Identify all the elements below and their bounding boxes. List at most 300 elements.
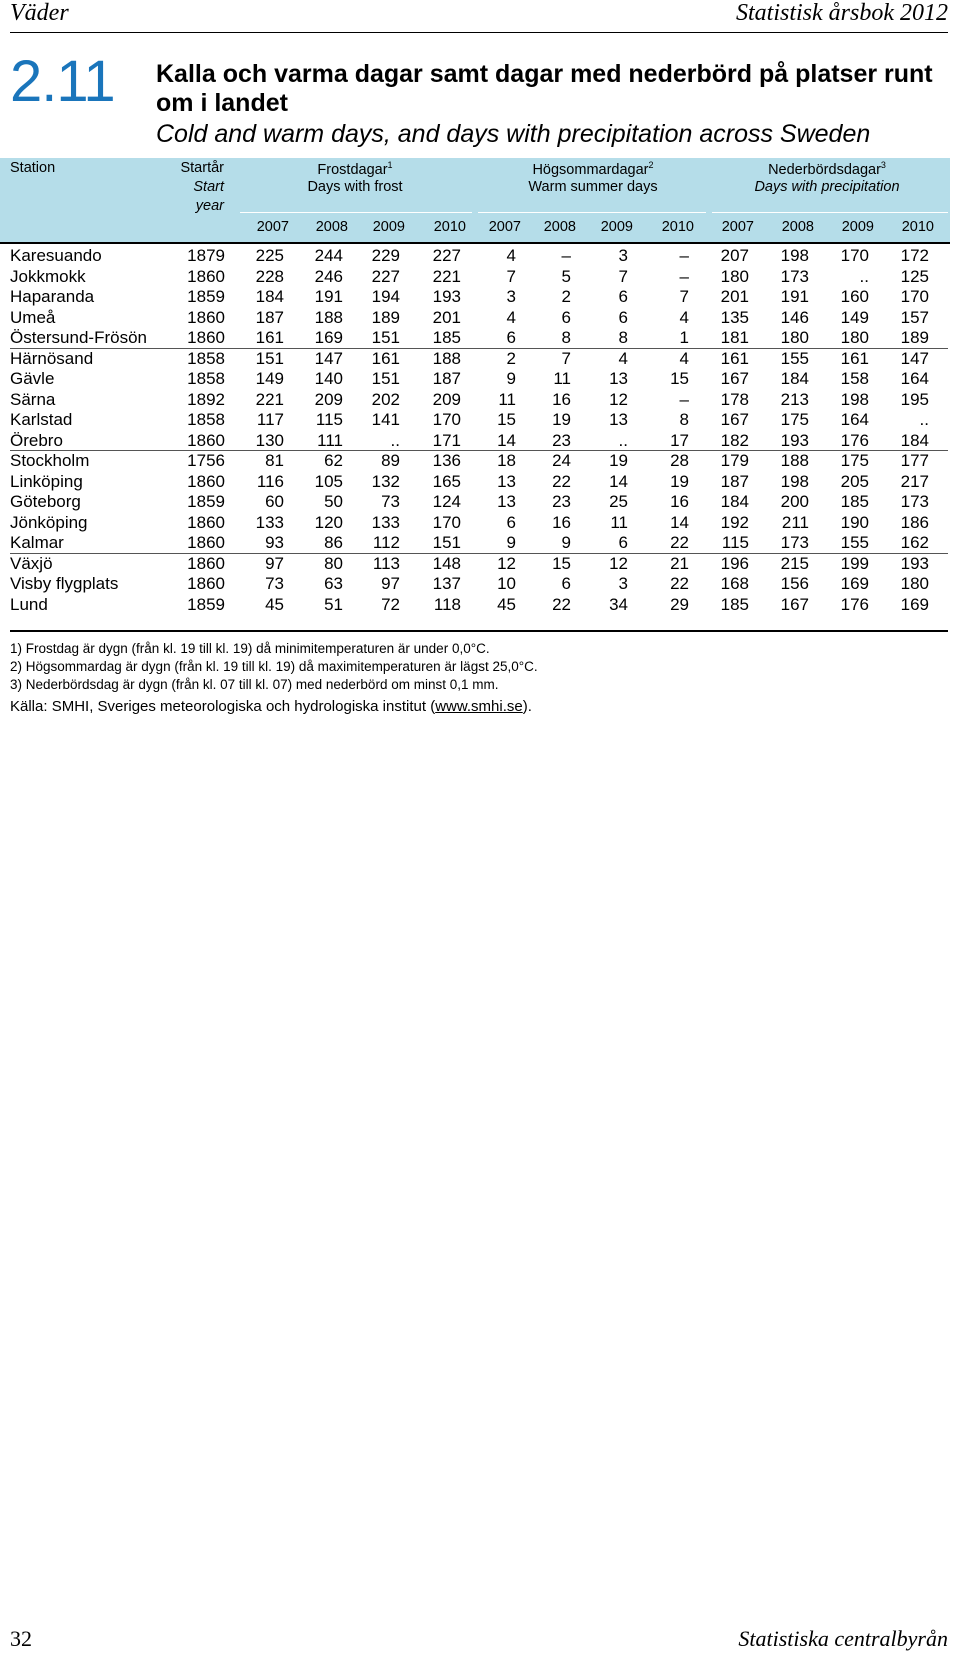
value-cell: 182 [720, 430, 749, 450]
value-cell: 184 [720, 492, 749, 511]
summer-header-en: Warm summer days [528, 179, 658, 195]
value-cell: 170 [840, 246, 869, 265]
table-title [156, 60, 946, 149]
value-cell: 215 [780, 553, 809, 573]
value-cell: 244 [314, 246, 343, 265]
frost-header [240, 160, 470, 178]
table-number: 2.11 [10, 49, 115, 114]
start-year-header-en-1: Start [193, 179, 224, 195]
station-header: Station [10, 160, 56, 176]
value-cell: 146 [780, 307, 809, 327]
value-cell: 167 [720, 410, 749, 429]
value-cell: 11 [498, 389, 516, 409]
value-cell: 14 [497, 430, 516, 450]
value-cell: 196 [720, 553, 749, 573]
value-cell: 198 [840, 389, 869, 409]
value-cell: 111 [317, 430, 343, 450]
station-name: Särna [10, 389, 56, 409]
value-cell: 133 [371, 512, 400, 532]
value-cell: 21 [670, 553, 689, 573]
value-cell: 162 [900, 533, 929, 552]
value-cell: 149 [255, 369, 284, 388]
value-cell: 184 [255, 287, 284, 306]
summer-year-header: 2007 [488, 219, 521, 235]
value-cell: 124 [432, 492, 461, 511]
value-cell: 158 [840, 369, 869, 388]
value-cell: 173 [780, 533, 809, 552]
value-cell: 3 [506, 287, 516, 306]
station-name: Lund [10, 594, 48, 614]
value-cell: 19 [609, 451, 628, 470]
value-cell: 97 [265, 553, 284, 573]
value-cell: 6 [618, 533, 628, 552]
value-cell: 14 [670, 512, 689, 532]
value-cell: 62 [324, 451, 343, 470]
value-cell: 165 [432, 471, 461, 491]
station-name: Umeå [10, 307, 56, 327]
value-cell: 205 [840, 471, 869, 491]
station-name: Jönköping [10, 512, 88, 532]
source-note [10, 698, 538, 716]
start-year-cell: 1756 [187, 451, 225, 470]
value-cell: 157 [900, 307, 929, 327]
value-cell: 135 [720, 307, 749, 327]
title-english: Cold and warm days, and days with precipitation across Sweden [156, 120, 871, 148]
value-cell: 3 [618, 246, 628, 265]
value-cell: – [679, 246, 689, 265]
value-cell: .. [859, 266, 869, 286]
value-cell: 7 [561, 348, 571, 368]
value-cell: 7 [506, 266, 516, 286]
start-year-header-sv: Startår [180, 160, 224, 176]
start-year-header-en-2: year [195, 198, 224, 214]
value-cell: 5 [561, 266, 571, 286]
summer-group-rule [478, 212, 706, 213]
value-cell: 19 [552, 410, 571, 429]
value-cell: 13 [497, 492, 516, 511]
value-cell: 115 [315, 410, 343, 429]
value-cell: 4 [506, 246, 516, 265]
summer-year-header: 2008 [543, 219, 576, 235]
value-cell: 7 [679, 287, 689, 306]
value-cell: 45 [497, 594, 516, 614]
value-cell: 169 [900, 594, 929, 614]
frost-year-header: 2008 [315, 219, 348, 235]
value-cell: 209 [432, 389, 461, 409]
value-cell: 200 [780, 492, 809, 511]
value-cell: 63 [324, 574, 343, 593]
value-cell: 179 [720, 451, 749, 470]
publication-name: Statistisk årsbok 2012 [735, 0, 948, 26]
value-cell: 18 [497, 451, 516, 470]
value-cell: 188 [780, 451, 809, 470]
value-cell: – [679, 389, 689, 409]
value-cell: 156 [780, 574, 809, 593]
value-cell: 73 [381, 492, 400, 511]
value-cell: 186 [900, 512, 929, 532]
value-cell: 13 [609, 369, 628, 388]
value-cell: 188 [432, 348, 461, 368]
value-cell: 149 [840, 307, 869, 327]
value-cell: 28 [670, 451, 689, 470]
value-cell: 6 [561, 307, 571, 327]
precip-header [712, 160, 942, 178]
value-cell: 151 [371, 369, 400, 388]
source-suffix: ). [522, 698, 532, 715]
value-cell: 80 [324, 553, 343, 573]
value-cell: .. [618, 430, 628, 450]
value-cell: 170 [432, 512, 461, 532]
value-cell: 193 [900, 553, 929, 573]
value-cell: 180 [720, 266, 749, 286]
start-year-cell: 1859 [187, 594, 225, 614]
source-prefix: Källa: SMHI, Sveriges meteorologiska och hydrologiska institut ( [10, 698, 436, 715]
running-header [10, 0, 948, 33]
value-cell: 213 [780, 389, 809, 409]
table-bottom-rule [10, 630, 948, 632]
value-cell: 113 [372, 553, 400, 573]
station-name: Linköping [10, 471, 83, 491]
value-cell: 6 [618, 307, 628, 327]
value-cell: 209 [314, 389, 343, 409]
value-cell: 167 [780, 594, 809, 614]
value-cell: 23 [552, 492, 571, 511]
value-cell: 130 [255, 430, 284, 450]
value-cell: 45 [265, 594, 284, 614]
value-cell: 6 [506, 328, 516, 347]
value-cell: 185 [720, 594, 749, 614]
precip-year-header: 2007 [721, 219, 754, 235]
precip-year-header: 2009 [841, 219, 874, 235]
start-year-cell: 1860 [187, 328, 225, 347]
value-cell: 148 [432, 553, 461, 573]
summer-year-header: 2010 [661, 219, 694, 235]
value-cell: 22 [552, 594, 571, 614]
value-cell: 133 [255, 512, 284, 532]
value-cell: 170 [432, 410, 461, 429]
station-name: Karlstad [10, 410, 73, 429]
value-cell: 211 [781, 512, 809, 532]
start-year-cell: 1858 [187, 369, 225, 388]
value-cell: 72 [381, 594, 400, 614]
value-cell: 178 [720, 389, 749, 409]
value-cell: 228 [255, 266, 284, 286]
value-cell: 227 [432, 246, 461, 265]
value-cell: 25 [609, 492, 628, 511]
value-cell: 192 [720, 512, 749, 532]
value-cell: 177 [900, 451, 929, 470]
group-separator [10, 348, 948, 349]
value-cell: 17 [670, 430, 689, 450]
value-cell: – [561, 246, 571, 265]
value-cell: 97 [381, 574, 400, 593]
footnote-3: 3) Nederbördsdag är dygn (från kl. 07 till kl. 07) med nederbörd om minst 0,1 mm. [10, 677, 499, 692]
summer-year-header: 2009 [600, 219, 633, 235]
value-cell: 201 [432, 307, 461, 327]
value-cell: 137 [432, 574, 461, 593]
start-year-cell: 1860 [187, 430, 225, 450]
value-cell: 13 [609, 410, 628, 429]
value-cell: 8 [618, 328, 628, 347]
value-cell: 115 [721, 533, 749, 552]
value-cell: 155 [780, 348, 809, 368]
value-cell: 184 [780, 369, 809, 388]
value-cell: 225 [255, 246, 284, 265]
title-swedish: Kalla och varma dagar samt dagar med nederbörd på platser runt om i landet [156, 60, 933, 117]
value-cell: 199 [840, 553, 869, 573]
value-cell: 6 [618, 287, 628, 306]
value-cell: 151 [432, 533, 461, 552]
value-cell: 189 [371, 307, 400, 327]
value-cell: 194 [371, 287, 400, 306]
value-cell: 164 [900, 369, 929, 388]
value-cell: 180 [780, 328, 809, 347]
start-year-cell: 1860 [187, 471, 225, 491]
value-cell: 161 [255, 328, 284, 347]
value-cell: 221 [255, 389, 284, 409]
footnote-1: 1) Frostdag är dygn (från kl. 19 till kl. 19) då minimitemperaturen är under 0,0°C. [10, 641, 490, 656]
value-cell: 193 [780, 430, 809, 450]
value-cell: 15 [670, 369, 689, 388]
value-cell: 6 [506, 512, 516, 532]
value-cell: 118 [433, 594, 461, 614]
value-cell: 16 [552, 512, 571, 532]
value-cell: 141 [371, 410, 400, 429]
value-cell: 161 [840, 348, 869, 368]
value-cell: 227 [371, 266, 400, 286]
value-cell: 13 [497, 471, 516, 491]
value-cell: 198 [780, 246, 809, 265]
section-name: Väder [10, 0, 69, 26]
value-cell: 191 [314, 287, 343, 306]
value-cell: 184 [900, 430, 929, 450]
precip-year-header: 2008 [781, 219, 814, 235]
station-name: Härnösand [10, 348, 94, 368]
precip-note-ref: 3 [880, 160, 886, 170]
value-cell: 4 [679, 307, 689, 327]
station-name: Östersund-Frösön [10, 328, 147, 347]
value-cell: 16 [552, 389, 571, 409]
value-cell: 8 [561, 328, 571, 347]
value-cell: 16 [670, 492, 689, 511]
value-cell: 170 [900, 287, 929, 306]
value-cell: 9 [506, 533, 516, 552]
value-cell: 7 [618, 266, 628, 286]
value-cell: 117 [256, 410, 284, 429]
value-cell: 22 [670, 574, 689, 593]
value-cell: 217 [900, 471, 929, 491]
value-cell: 164 [840, 410, 869, 429]
start-year-cell: 1879 [187, 246, 225, 265]
value-cell: 207 [720, 246, 749, 265]
frost-year-header: 2010 [433, 219, 466, 235]
value-cell: 176 [840, 430, 869, 450]
source-link[interactable]: www.smhi.se [435, 698, 523, 715]
value-cell: 189 [900, 328, 929, 347]
group-separator [10, 553, 948, 554]
station-name: Örebro [10, 430, 63, 450]
value-cell: 12 [609, 553, 628, 573]
value-cell: 2 [506, 348, 516, 368]
value-cell: 201 [720, 287, 749, 306]
value-cell: 8 [679, 410, 689, 429]
value-cell: 19 [670, 471, 689, 491]
precip-group-rule [712, 212, 948, 213]
summer-note-ref: 2 [648, 160, 654, 170]
value-cell: 3 [618, 574, 628, 593]
value-cell: 22 [670, 533, 689, 552]
value-cell: 6 [561, 574, 571, 593]
frost-header-sv: Frostdagar [317, 161, 388, 178]
station-name: Haparanda [10, 287, 95, 306]
start-year-cell: 1892 [187, 389, 225, 409]
value-cell: 11 [610, 512, 628, 532]
value-cell: 168 [720, 574, 749, 593]
value-cell: 167 [720, 369, 749, 388]
precip-header-en: Days with precipitation [754, 179, 900, 195]
value-cell: 160 [840, 287, 869, 306]
frost-year-header: 2007 [256, 219, 289, 235]
value-cell: 81 [265, 451, 284, 470]
start-year-cell: 1858 [187, 410, 225, 429]
value-cell: 180 [840, 328, 869, 347]
value-cell: 93 [265, 533, 284, 552]
start-year-cell: 1860 [187, 533, 225, 552]
start-year-cell: 1859 [187, 287, 225, 306]
value-cell: 151 [371, 328, 400, 347]
precip-header-sv: Nederbördsdagar [768, 161, 881, 178]
value-cell: 181 [720, 328, 749, 347]
value-cell: 187 [432, 369, 461, 388]
value-cell: 4 [506, 307, 516, 327]
summer-header [478, 160, 708, 178]
station-name: Gävle [10, 369, 55, 388]
value-cell: 147 [900, 348, 929, 368]
value-cell: 2 [561, 287, 571, 306]
group-separator [10, 450, 948, 451]
value-cell: 173 [780, 266, 809, 286]
value-cell: .. [390, 430, 400, 450]
summer-header-sv: Högsommardagar [532, 161, 649, 178]
value-cell: 112 [372, 533, 400, 552]
value-cell: 51 [324, 594, 343, 614]
value-cell: 89 [381, 451, 400, 470]
value-cell: 190 [840, 512, 869, 532]
value-cell: 29 [670, 594, 689, 614]
value-cell: 9 [561, 533, 571, 552]
station-name: Kalmar [10, 533, 64, 552]
frost-group-rule [240, 212, 472, 213]
frost-header-en: Days with frost [307, 179, 403, 195]
value-cell: 185 [432, 328, 461, 347]
value-cell: 34 [609, 594, 628, 614]
frost-note-ref: 1 [387, 160, 393, 170]
footnotes [10, 640, 538, 716]
value-cell: – [679, 266, 689, 286]
station-name: Stockholm [10, 451, 90, 470]
value-cell: 1 [679, 328, 689, 347]
value-cell: 198 [780, 471, 809, 491]
value-cell: 173 [900, 492, 929, 511]
value-cell: 161 [371, 348, 400, 368]
value-cell: 22 [552, 471, 571, 491]
station-name: Växjö [10, 553, 53, 573]
value-cell: 105 [314, 471, 343, 491]
value-cell: 4 [679, 348, 689, 368]
value-cell: 202 [371, 389, 400, 409]
page-number: 32 [10, 1626, 32, 1651]
publisher-name: Statistiska centralbyrån [738, 1626, 948, 1651]
start-year-cell: 1860 [187, 553, 225, 573]
value-cell: 176 [840, 594, 869, 614]
value-cell: 116 [256, 471, 284, 491]
value-cell: 140 [314, 369, 343, 388]
value-cell: 60 [265, 492, 284, 511]
value-cell: 10 [497, 574, 516, 593]
value-cell: 246 [314, 266, 343, 286]
value-cell: .. [919, 410, 929, 429]
value-cell: 147 [314, 348, 343, 368]
value-cell: 50 [324, 492, 343, 511]
value-cell: 193 [432, 287, 461, 306]
start-year-cell: 1859 [187, 492, 225, 511]
footnote-2: 2) Högsommardag är dygn (från kl. 19 till kl. 19) då maximitemperaturen är lägst 25,0°C. [10, 659, 538, 674]
value-cell: 185 [840, 492, 869, 511]
value-cell: 187 [720, 471, 749, 491]
start-year-cell: 1860 [187, 574, 225, 593]
station-name: Karesuando [10, 246, 102, 265]
start-year-cell: 1858 [187, 348, 225, 368]
value-cell: 86 [324, 533, 343, 552]
value-cell: 155 [840, 533, 869, 552]
value-cell: 191 [780, 287, 809, 306]
value-cell: 11 [553, 369, 571, 388]
value-cell: 172 [900, 246, 929, 265]
value-cell: 221 [432, 266, 461, 286]
value-cell: 9 [506, 369, 516, 388]
value-cell: 24 [552, 451, 571, 470]
value-cell: 73 [265, 574, 284, 593]
value-cell: 132 [371, 471, 400, 491]
value-cell: 136 [432, 451, 461, 470]
station-name: Visby flygplats [10, 574, 119, 593]
value-cell: 12 [497, 553, 516, 573]
value-cell: 187 [255, 307, 284, 327]
value-cell: 15 [552, 553, 571, 573]
value-cell: 229 [371, 246, 400, 265]
precip-year-header: 2010 [901, 219, 934, 235]
start-year-cell: 1860 [187, 266, 225, 286]
value-cell: 161 [720, 348, 749, 368]
value-cell: 125 [900, 266, 929, 286]
value-cell: 175 [780, 410, 809, 429]
value-cell: 195 [900, 389, 929, 409]
value-cell: 175 [840, 451, 869, 470]
value-cell: 23 [552, 430, 571, 450]
start-year-cell: 1860 [187, 512, 225, 532]
value-cell: 169 [314, 328, 343, 347]
value-cell: 171 [432, 430, 461, 450]
value-cell: 188 [314, 307, 343, 327]
station-name: Göteborg [10, 492, 81, 511]
value-cell: 180 [900, 574, 929, 593]
value-cell: 169 [840, 574, 869, 593]
value-cell: 14 [609, 471, 628, 491]
value-cell: 120 [314, 512, 343, 532]
value-cell: 151 [255, 348, 284, 368]
value-cell: 4 [618, 348, 628, 368]
start-year-cell: 1860 [187, 307, 225, 327]
